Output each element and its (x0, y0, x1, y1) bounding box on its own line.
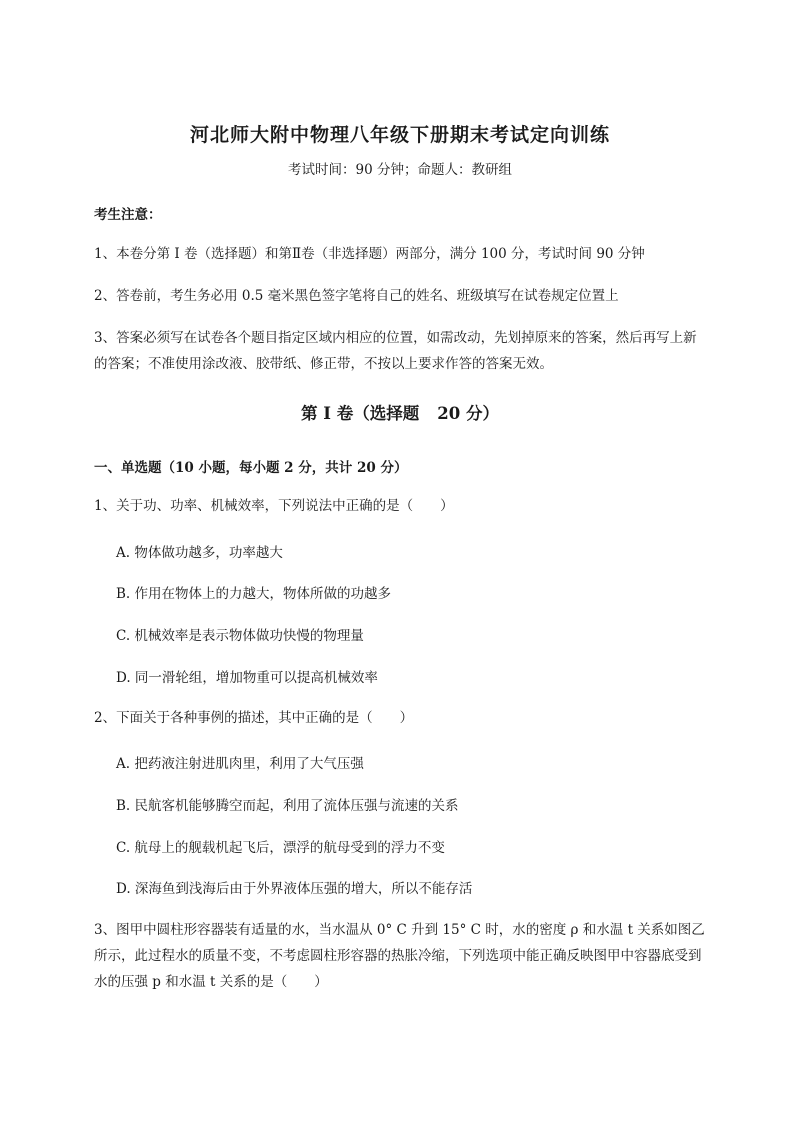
question-1-option-b: B. 作用在物体上的力越大，物体所做的功越多 (116, 586, 392, 602)
section-title-score: 20 分） (437, 404, 499, 423)
question-2-option-b: B. 民航客机能够腾空而起，利用了流体压强与流速的关系 (116, 798, 459, 814)
question-1-option-c: C. 机械效率是表示物体做功快慢的物理量 (116, 628, 364, 644)
question-2-option-d: D. 深海鱼到浅海后由于外界液体压强的增大，所以不能存活 (116, 881, 473, 897)
question-1-option-d: D. 同一滑轮组，增加物重可以提高机械效率 (116, 670, 378, 686)
question-2-stem: 2、下面关于各种事例的描述，其中正确的是（ ） (94, 710, 414, 726)
notice-item-3: 3、答案必须写在试卷各个题目指定区域内相应的位置，如需改动，先划掉原来的答案，然后再写上新的答案；不准使用涂改液、胶带纸、修正带，不按以上要求作答的答案无效。 (94, 330, 697, 372)
question-3-stem: 3、图甲中圆柱形容器装有适量的水，当水温从 0° C 升到 15° C 时，水的密度 ρ 和水温 t 关系如图乙所示，此过程水的质量不变，不考虑圆柱形容器的热胀冷缩，下列选项中能正确反映图甲中容器底受到水的压强 p 和水温 t 关系的是（ ） (94, 922, 705, 990)
question-1-stem: 1、关于功、功率、机械效率，下列说法中正确的是（ ） (94, 498, 454, 514)
notice-item-1: 1、本卷分第 I 卷（选择题）和第Ⅱ卷（非选择题）两部分，满分 100 分，考试时间 90 分钟 (94, 246, 645, 262)
notice-heading: 考生注意： (94, 207, 162, 223)
exam-title: 河北师大附中物理八年级下册期末考试定向训练 (189, 124, 610, 146)
question-1-option-a: A. 物体做功越多，功率越大 (116, 545, 283, 561)
section-title-main: 第 I 卷（选择题 (301, 404, 420, 423)
exam-subtitle: 考试时间：90 分钟；命题人：教研组 (288, 162, 512, 178)
section-title (0, 400, 800, 424)
notice-item-2: 2、答卷前，考生务必用 0.5 毫米黑色签字笔将自己的姓名、班级填写在试卷规定位置上 (94, 288, 619, 304)
question-2-option-c: C. 航母上的舰载机起飞后，漂浮的航母受到的浮力不变 (116, 840, 445, 856)
group-heading: 一、单选题（10 小题，每小题 2 分，共计 20 分） (94, 460, 408, 476)
question-2-option-a: A. 把药液注射进肌肉里，利用了大气压强 (116, 756, 364, 772)
